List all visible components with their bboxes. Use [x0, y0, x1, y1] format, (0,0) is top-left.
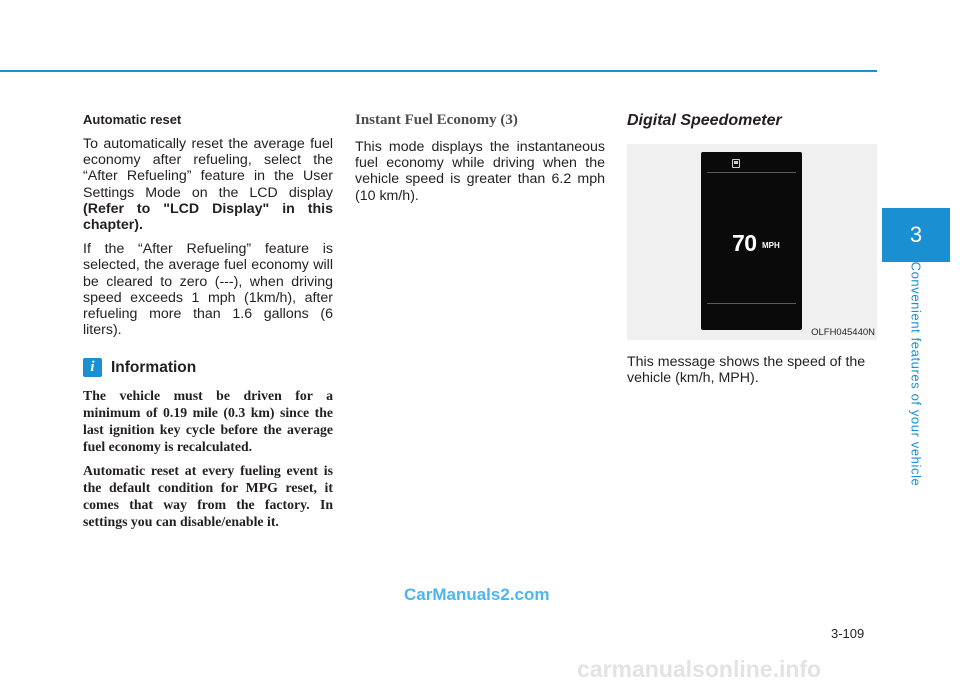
- information-icon: i: [83, 358, 102, 377]
- column-right: [627, 112, 877, 386]
- chapter-title: Convenient features of your vehicle: [908, 261, 924, 487]
- information-title: Information: [111, 358, 197, 376]
- speedometer-figure: [627, 144, 877, 340]
- chapter-tab: 3: [882, 208, 950, 262]
- automatic-reset-heading: Automatic reset: [83, 112, 182, 127]
- cluster-display: [701, 152, 802, 330]
- digital-speedometer-heading: Digital Speedometer: [627, 112, 782, 129]
- information-paragraph-2: Automatic reset at every fueling event is the default condition for MPG reset, it comes that way from the factory. In settings you can disable/enable it.: [83, 463, 333, 530]
- watermark-bottom: carmanualsonline.info: [577, 656, 822, 682]
- information-header: [83, 358, 333, 377]
- automatic-reset-text: To automatically reset the average fuel economy after refueling, select the “After Refueling” feature in the User Settings Mode on the LCD display: [83, 136, 333, 201]
- column-middle: [355, 112, 605, 212]
- figure-code: OLFH045440N: [811, 327, 875, 338]
- display-divider-top: [707, 172, 796, 173]
- information-paragraph-1: The vehicle must be driven for a minimum of 0.19 mile (0.3 km) since the last ignition key cycle before the average fuel economy is recalculated.: [83, 388, 333, 455]
- page-number: 3-109: [831, 626, 865, 641]
- header-rule: [0, 70, 877, 72]
- automatic-reset-reference: (Refer to "LCD Display" in this chapter).: [83, 200, 333, 234]
- speed-unit: MPH: [762, 241, 780, 250]
- instant-fuel-economy-heading: Instant Fuel Economy (3): [355, 112, 518, 128]
- column-left: [83, 112, 333, 537]
- after-refueling-paragraph: If the “After Refueling” feature is selected, the average fuel economy will be cleared to zero (---), when driving speed exceeds 1 mph (1km/h), after refueling more than 1.6 gallons (6 liters).: [83, 241, 333, 339]
- automatic-reset-paragraph: [83, 136, 333, 233]
- speed-value: 70: [732, 230, 757, 256]
- watermark-link-top[interactable]: CarManuals2.com: [404, 585, 550, 604]
- instant-fuel-economy-paragraph: This mode displays the instantaneous fuel economy while driving when the vehicle speed is greater than 6.2 mph (10 km/h).: [355, 139, 605, 204]
- fuel-pump-icon: [732, 159, 740, 168]
- display-divider-bottom: [707, 303, 796, 304]
- speedometer-caption: This message shows the speed of the vehicle (km/h, MPH).: [627, 354, 866, 387]
